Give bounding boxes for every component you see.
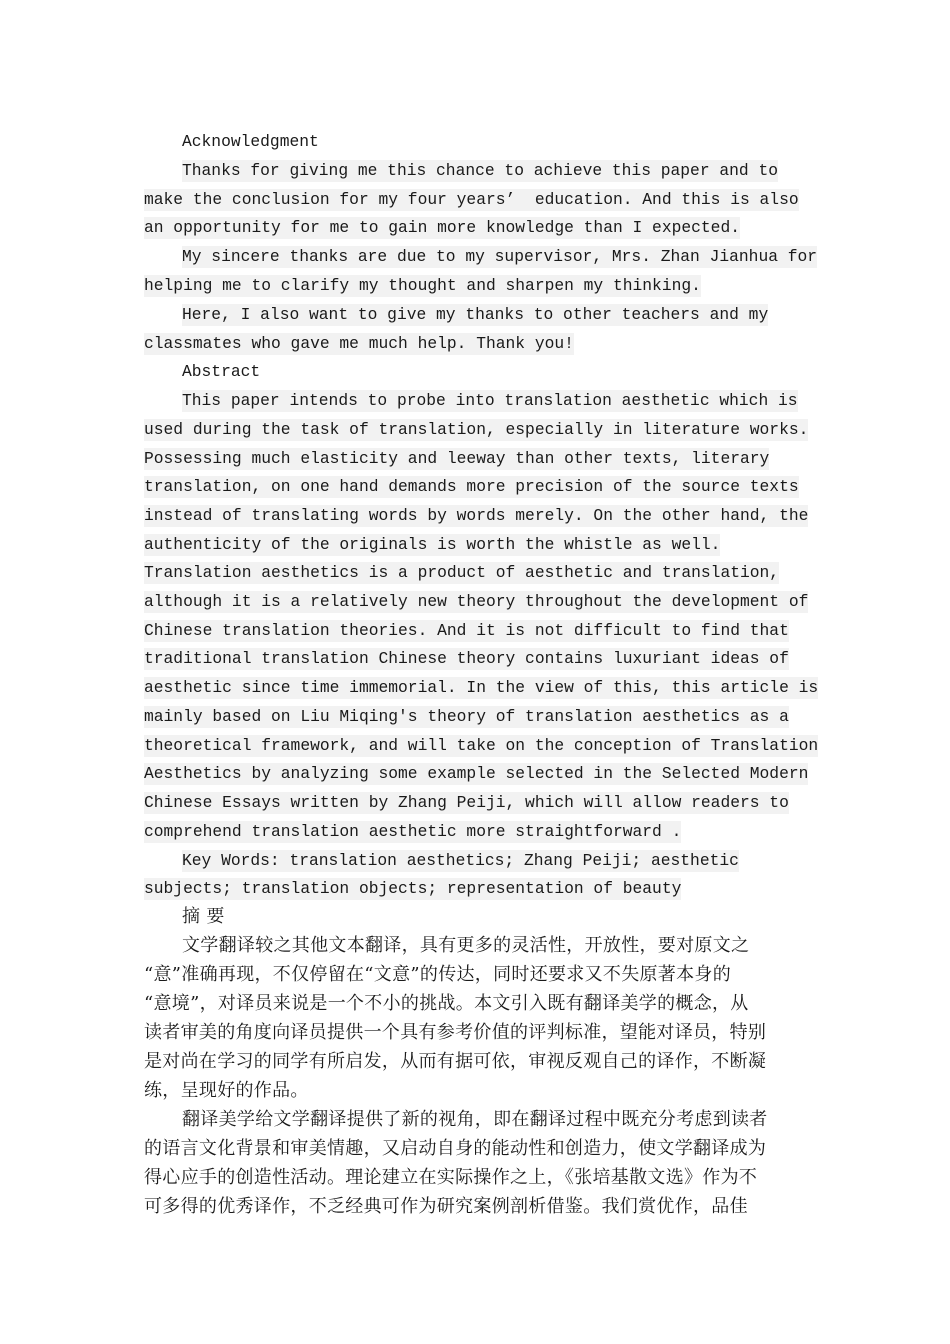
- text-line: 读者审美的角度向译员提供一个具有参考价值的评判标准，望能对译员，特别: [144, 1022, 767, 1043]
- text-line: comprehend translation aesthetic more straightforward .: [144, 822, 682, 841]
- text-line: helping me to clarify my thought and sharpen my thinking.: [144, 276, 701, 295]
- acknowledgment-heading: Acknowledgment: [182, 132, 319, 151]
- text-line: classmates who gave me much help. Thank you!: [144, 334, 574, 353]
- text-line: Here, I also want to give my thanks to other teachers and my: [182, 305, 769, 324]
- chinese-abstract-heading: 摘 要: [182, 906, 225, 927]
- text-line: 翻译美学给文学翻译提供了新的视角，即在翻译过程中既充分考虑到读者: [182, 1109, 768, 1130]
- text-line: 是对尚在学习的同学有所启发，从而有据可依，审视反观自己的译作，不断凝: [144, 1051, 767, 1072]
- text-line: Chinese Essays written by Zhang Peiji, which will allow readers to: [144, 793, 789, 812]
- abstract-heading: Abstract: [182, 362, 261, 381]
- text-line: 的语言文化背景和审美情趣，又启动自身的能动性和创造力，使文学翻译成为: [144, 1138, 767, 1159]
- text-line: “意”准确再现，不仅停留在“文意”的传达，同时还要求又不失原著本身的: [144, 964, 732, 985]
- text-line: mainly based on Liu Miqing's theory of translation aesthetics as a: [144, 707, 789, 726]
- text-line: Possessing much elasticity and leeway than other texts, literary: [144, 449, 770, 468]
- text-line: This paper intends to probe into translation aesthetic which is: [182, 391, 798, 410]
- text-line: Aesthetics by analyzing some example selected in the Selected Modern: [144, 764, 809, 783]
- text-line: used during the task of translation, especially in literature works.: [144, 420, 809, 439]
- text-line: 得心应手的创造性活动。理论建立在实际操作之上，《张培基散文选》作为不: [144, 1167, 758, 1188]
- text-line: translation, on one hand demands more precision of the source texts: [144, 477, 799, 496]
- text-line: although it is a relatively new theory throughout the development of: [144, 592, 809, 611]
- text-line: authenticity of the originals is worth the whistle as well.: [144, 535, 721, 554]
- keywords-line: Key Words: translation aesthetics; Zhang Peiji; aesthetic: [182, 851, 739, 870]
- text-line: instead of translating words by words merely. On the other hand, the: [144, 506, 809, 525]
- text-line: 文学翻译较之其他文本翻译，具有更多的灵活性，开放性，要对原文之: [182, 935, 750, 956]
- text-line: make the conclusion for my four years’ education. And this is also: [144, 190, 799, 209]
- text-line: Thanks for giving me this chance to achieve this paper and to: [182, 161, 778, 180]
- text-line: an opportunity for me to gain more knowledge than I expected.: [144, 218, 740, 237]
- text-line: aesthetic since time immemorial. In the view of this, this article is: [144, 678, 819, 697]
- text-line: Translation aesthetics is a product of aesthetic and translation,: [144, 563, 780, 582]
- text-line: “意境”，对译员来说是一个不小的挑战。本文引入既有翻译美学的概念，从: [144, 993, 749, 1014]
- text-line: 练，呈现好的作品。: [144, 1080, 309, 1101]
- text-line: traditional translation Chinese theory contains luxuriant ideas of: [144, 649, 789, 668]
- text-line: Chinese translation theories. And it is not difficult to find that: [144, 621, 789, 640]
- keywords-line: subjects; translation objects; representation of beauty: [144, 879, 682, 898]
- text-line: theoretical framework, and will take on the conception of Translation: [144, 736, 819, 755]
- text-line: 可多得的优秀译作，不乏经典可作为研究案例剖析借鉴。我们赏优作，品佳: [144, 1196, 748, 1217]
- text-line: My sincere thanks are due to my supervisor, Mrs. Zhan Jianhua for: [182, 247, 818, 266]
